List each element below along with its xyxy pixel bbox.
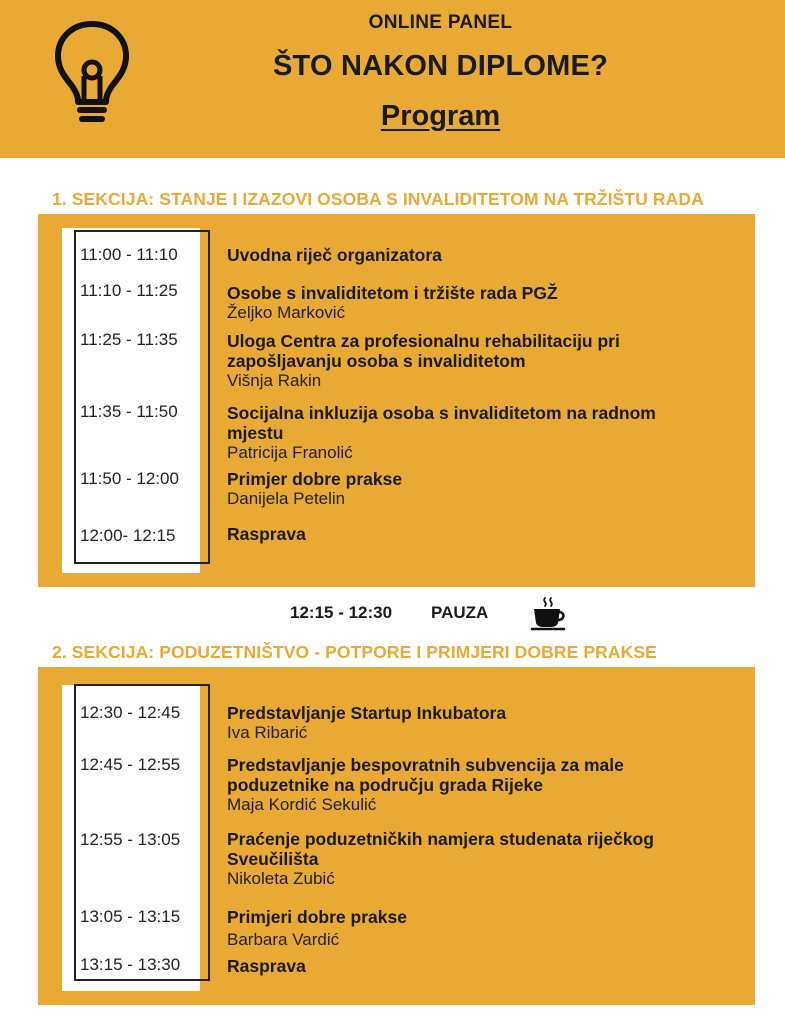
agenda-item-title: Socijalna inkluzija osoba s invaliditetom na radnom mjestu	[227, 403, 656, 443]
agenda-item	[227, 907, 727, 950]
panel-title: ŠTO NAKON DIPLOME?	[273, 50, 608, 82]
agenda-item-title: Predstavljanje Startup Inkubatora	[227, 703, 507, 723]
coffee-cup-icon	[530, 596, 568, 632]
agenda-item	[227, 469, 727, 509]
agenda-item-title: Predstavljanje bespovratnih subvencija za male poduzetnike na području grada Rijeke	[227, 755, 624, 795]
agenda-item-speaker: Željko Marković	[227, 303, 346, 322]
agenda-time: 11:00 - 11:10	[80, 245, 178, 264]
agenda-time: 12:55 - 13:05	[80, 830, 181, 849]
agenda-item	[227, 956, 727, 976]
agenda-item-speaker: Maja Kordić Sekulić	[227, 795, 377, 814]
agenda-item-title: Uloga Centra za profesionalnu rehabilitaciju pri zapošljavanju osoba s invaliditetom	[227, 331, 620, 371]
agenda-time: 12:45 - 12:55	[80, 755, 181, 774]
pause-time: 12:15 - 12:30	[290, 603, 393, 622]
agenda-time: 12:00- 12:15	[80, 526, 176, 545]
agenda-item	[227, 703, 727, 743]
agenda-item-speaker: Nikoleta Zubić	[227, 869, 335, 888]
agenda-item-speaker: Višnja Rakin	[227, 371, 322, 390]
agenda-item-title: Praćenje poduzetničkih namjera studenata riječkog Sveučilišta	[227, 829, 654, 869]
agenda-item-title: Rasprava	[227, 524, 306, 544]
pause-row	[0, 603, 785, 627]
agenda-item	[227, 755, 687, 815]
agenda-item-title: Rasprava	[227, 956, 306, 976]
agenda-item-title: Primjer dobre prakse	[227, 469, 403, 489]
agenda-item-speaker: Danijela Petelin	[227, 489, 346, 508]
agenda-item-speaker: Barbara Vardić	[227, 930, 340, 949]
agenda-item	[227, 403, 707, 463]
agenda-item	[227, 283, 727, 323]
header-banner	[0, 0, 785, 158]
agenda-time: 11:25 - 11:35	[80, 330, 178, 349]
agenda-item-speaker: Patricija Franolić	[227, 443, 353, 462]
agenda-time: 12:30 - 12:45	[80, 703, 181, 722]
agenda-item-title: Osobe s invaliditetom i tržište rada PGŽ	[227, 283, 558, 303]
program-heading: Program	[380, 100, 501, 132]
agenda-time: 11:35 - 11:50	[80, 402, 178, 421]
agenda-item	[227, 524, 727, 544]
panel-subtitle: ONLINE PANEL	[368, 12, 513, 33]
section2-title: 2. SEKCIJA: PODUZETNIŠTVO - POTPORE I PRIMJERI DOBRE PRAKSE	[52, 642, 657, 662]
pause-label: PAUZA	[431, 603, 489, 622]
agenda-item-title: Uvodna riječ organizatora	[227, 245, 442, 265]
agenda-item	[227, 331, 697, 391]
agenda-time: 11:10 - 11:25	[80, 281, 178, 300]
section1-title: 1. SEKCIJA: STANJE I IZAZOVI OSOBA S INVALIDITETOM NA TRŽIŠTU RADA	[52, 189, 704, 209]
agenda-item	[227, 245, 727, 265]
agenda-time: 11:50 - 12:00	[80, 469, 179, 488]
agenda-time: 13:15 - 13:30	[80, 955, 181, 974]
agenda-item-speaker: Iva Ribarić	[227, 723, 308, 742]
agenda-time: 13:05 - 13:15	[80, 907, 181, 926]
agenda-item	[227, 829, 712, 889]
agenda-item-title: Primjeri dobre prakse	[227, 907, 407, 927]
